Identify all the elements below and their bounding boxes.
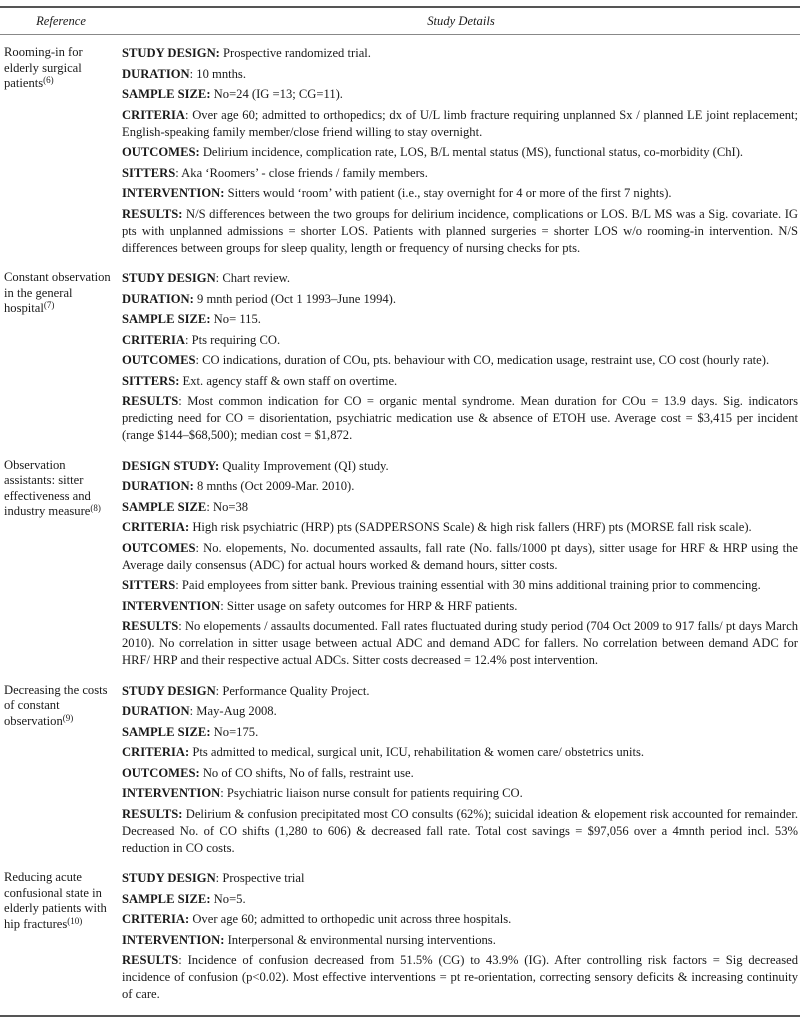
detail-item — [122, 724, 798, 741]
reference-citation: (8) — [90, 503, 101, 513]
detail-item — [122, 393, 798, 444]
detail-label: SAMPLE SIZE — [122, 499, 207, 514]
table-bottom-rule — [0, 1015, 800, 1017]
detail-text: : CO indications, duration of COu, pts. behaviour with CO, medication usage, restraint use, CO cost (hourly rate). — [195, 353, 770, 367]
detail-item — [122, 144, 798, 161]
detail-label: CRITERIA: — [122, 912, 190, 926]
detail-label: OUTCOMES: — [122, 145, 200, 159]
detail-text: 8 mnths (Oct 2009-Mar. 2010). — [193, 479, 355, 493]
reference-cell — [0, 870, 122, 1007]
detail-item — [122, 185, 798, 202]
detail-text: No= 115. — [210, 312, 261, 326]
detail-item — [122, 86, 798, 103]
reference-cell — [0, 683, 122, 861]
detail-item — [122, 618, 798, 669]
detail-item — [122, 499, 798, 516]
detail-item — [122, 577, 798, 594]
detail-text: : Pts requiring CO. — [184, 332, 281, 347]
detail-text: Delirium & confusion precipitated most CO consults (62%); suicidal ideation & elopement risk accounted for remainder. Decreased No. of CO shifts (1,280 to 606) & decreased fall rate. Total cost savings = $97,056 over a 4mnth period incl. 53% reduction in CO costs. — [122, 806, 798, 855]
reference-title: Observation assistants: sitter effectiveness and industry measure — [4, 457, 91, 518]
reference-citation: (7) — [43, 300, 55, 310]
detail-item — [122, 107, 798, 141]
table-header — [0, 8, 800, 34]
detail-item — [122, 870, 798, 887]
detail-item — [122, 478, 798, 495]
detail-item — [122, 519, 798, 536]
detail-item — [122, 270, 798, 287]
reference-cell — [0, 45, 122, 260]
detail-label: SAMPLE SIZE: — [122, 87, 211, 101]
detail-item — [122, 703, 798, 720]
detail-label: OUTCOMES — [122, 353, 196, 367]
detail-text: : Aka ‘Roomers’ - close friends / family members. — [175, 165, 428, 180]
detail-text: Quality Improvement (QI) study. — [219, 458, 389, 473]
detail-item — [122, 806, 798, 857]
table-row — [0, 860, 800, 1007]
detail-item — [122, 952, 798, 1003]
detail-text: Delirium incidence, complication rate, LOS, B/L mental status (MS), functional status, co-morbidity (ChI). — [199, 145, 744, 159]
detail-text: : Paid employees from sitter bank. Previous training essential with 30 mins additional training prior to commencing. — [175, 578, 761, 592]
detail-text: : Performance Quality Project. — [215, 683, 370, 698]
detail-text: : Psychiatric liaison nurse consult for patients requiring CO. — [220, 786, 523, 800]
detail-text: : Most common indication for CO = organic mental syndrome. Mean duration for COu = 13.9 days. Sig. indicators predicting need for CO = disorientation, psychiatric medication use & absence of ETOH use. Average cost = $3,415 per incident (range $144–$68,500); median cost = $1,872. — [122, 394, 798, 442]
detail-label: OUTCOMES: — [122, 765, 200, 780]
detail-text: Ext. agency staff & own staff on overtime. — [179, 373, 398, 388]
detail-label: SAMPLE SIZE: — [122, 312, 211, 326]
details-cell — [122, 270, 800, 448]
table-body — [0, 35, 800, 1007]
detail-item — [122, 932, 798, 949]
detail-label: SITTERS — [122, 165, 176, 180]
detail-item — [122, 458, 798, 475]
reference-citation: (10) — [67, 915, 83, 926]
reference-cell — [0, 270, 122, 448]
detail-item — [122, 744, 798, 761]
header-study-details: Study Details — [427, 13, 495, 28]
detail-text: High risk psychiatric (HRP) pts (SADPERSONS Scale) & high risk fallers (HRF) pts (MORSE fall risk scale). — [189, 520, 752, 534]
detail-text: : No. elopements, No. documented assaults, fall rate (No. falls/1000 pt days), sitter usage for HRF & HRP using the Average daily consensus (ADC) for actual hours worked & demand hours, sitter costs. — [122, 540, 798, 572]
details-cell — [122, 45, 800, 260]
detail-label: DURATION: — [122, 479, 194, 493]
detail-text: : Over age 60; admitted to orthopedics; dx of U/L limb fracture requiring unplanned Sx / planned LE joint replacement; English-speaking family member/close friend willing to stay overnight. — [122, 107, 798, 139]
detail-label: RESULTS — [122, 953, 179, 967]
detail-label: SAMPLE SIZE: — [122, 891, 211, 906]
detail-item — [122, 785, 798, 802]
detail-label: STUDY DESIGN: — [122, 46, 220, 60]
detail-label: INTERVENTION — [122, 598, 221, 613]
detail-text: Over age 60; admitted to orthopedic unit across three hospitals. — [189, 912, 512, 926]
detail-label: RESULTS: — [122, 806, 183, 821]
detail-label: INTERVENTION — [122, 786, 221, 800]
detail-text: : 10 mnths. — [189, 66, 246, 81]
detail-label: INTERVENTION: — [122, 186, 225, 200]
detail-label: RESULTS: — [122, 206, 183, 221]
detail-label: DURATION: — [122, 291, 194, 306]
detail-label: SAMPLE SIZE: — [122, 724, 211, 739]
detail-label: RESULTS — [122, 619, 179, 633]
detail-label: DURATION — [122, 704, 190, 718]
reference-title: Reducing acute confusional state in elderly patients with hip fractures — [4, 870, 107, 931]
study-table — [0, 6, 800, 1017]
detail-label: DESIGN STUDY: — [122, 458, 220, 473]
detail-text: : Prospective trial — [215, 871, 305, 885]
detail-item — [122, 45, 798, 62]
detail-item — [122, 206, 798, 257]
detail-text: No=175. — [210, 724, 259, 739]
detail-item — [122, 66, 798, 83]
detail-text: : May-Aug 2008. — [189, 704, 277, 718]
table-row — [0, 448, 800, 673]
detail-item — [122, 911, 798, 928]
reference-title: Rooming-in for elderly surgical patients — [4, 45, 83, 90]
detail-label: STUDY DESIGN — [122, 871, 216, 885]
detail-text: No=5. — [210, 891, 246, 906]
detail-text: : Sitter usage on safety outcomes for HRP & HRF patients. — [220, 598, 518, 613]
detail-text: N/S differences between the two groups for delirium incidence, complications or LOS. B/L MS was a Sig. covariate. IG pts with unplanned admissions = shorter LOS. Patients with planned surgeries = shorter LOS w/o rooming-in intervention. N/S differences between groups for sleep quality, length or frequency of nursing checks for pts. — [122, 206, 798, 255]
detail-label: OUTCOMES — [122, 540, 196, 555]
detail-item — [122, 311, 798, 328]
detail-label: CRITERIA — [122, 332, 185, 347]
detail-text: Interpersonal & environmental nursing interventions. — [224, 932, 496, 947]
detail-text: Prospective randomized trial. — [219, 46, 371, 60]
detail-text: : Incidence of confusion decreased from 51.5% (CG) to 43.9% (IG). After controlling risk factors = Sig decreased incidence of confusion (p<0.02). Most effective interventions = pt re-orientation, correcting sensory deficits & increasing continuity of care. — [122, 953, 798, 1001]
reference-citation: (6) — [43, 75, 54, 85]
detail-label: CRITERIA — [122, 107, 185, 122]
detail-label: CRITERIA: — [122, 745, 190, 759]
reference-title: Decreasing the costs of constant observation — [4, 682, 108, 728]
detail-label: SITTERS: — [122, 373, 180, 388]
detail-item — [122, 165, 798, 182]
details-cell — [122, 458, 800, 673]
details-cell — [122, 870, 800, 1007]
detail-label: INTERVENTION: — [122, 932, 225, 947]
detail-text: Sitters would ‘room’ with patient (i.e., stay overnight for 4 or more of the first 7 nights). — [224, 186, 672, 200]
detail-label: SITTERS — [122, 578, 176, 592]
table-row — [0, 673, 800, 861]
detail-item — [122, 373, 798, 390]
detail-item — [122, 598, 798, 615]
detail-label: DURATION — [122, 66, 190, 81]
detail-label: RESULTS — [122, 394, 179, 408]
reference-title: Constant observation in the general hospital — [4, 270, 111, 315]
detail-label: CRITERIA: — [122, 520, 190, 534]
table-row — [0, 260, 800, 448]
detail-item — [122, 332, 798, 349]
detail-item — [122, 352, 798, 369]
header-reference: Reference — [36, 13, 86, 28]
detail-item — [122, 891, 798, 908]
detail-item — [122, 683, 798, 700]
detail-text: Pts admitted to medical, surgical unit, ICU, rehabilitation & women care/ obstetrics units. — [189, 745, 644, 759]
details-cell — [122, 683, 800, 861]
detail-item — [122, 540, 798, 574]
detail-label: STUDY DESIGN — [122, 271, 216, 285]
reference-citation: (9) — [62, 712, 74, 723]
detail-label: STUDY DESIGN — [122, 683, 216, 698]
table-row — [0, 35, 800, 260]
detail-item — [122, 291, 798, 308]
reference-cell — [0, 458, 122, 673]
detail-text: : Chart review. — [215, 271, 291, 285]
detail-text: No of CO shifts, No of falls, restraint use. — [199, 765, 414, 780]
detail-text: : No=38 — [206, 499, 249, 514]
detail-text: : No elopements / assaults documented. Fall rates fluctuated during study period (704 Oct 2009 to 917 falls/ pt days March 2010). No correlation in sitter usage between actual ADC and demand ADC for fallers. No correlation between demand ADC for HRF/ HRP and their respective actual ADCs. Sitter costs decreased = 12.4% post intervention. — [122, 619, 798, 667]
detail-item — [122, 765, 798, 782]
detail-text: 9 mnth period (Oct 1 1993–June 1994). — [193, 291, 397, 306]
detail-text: No=24 (IG =13; CG=11). — [210, 87, 343, 101]
